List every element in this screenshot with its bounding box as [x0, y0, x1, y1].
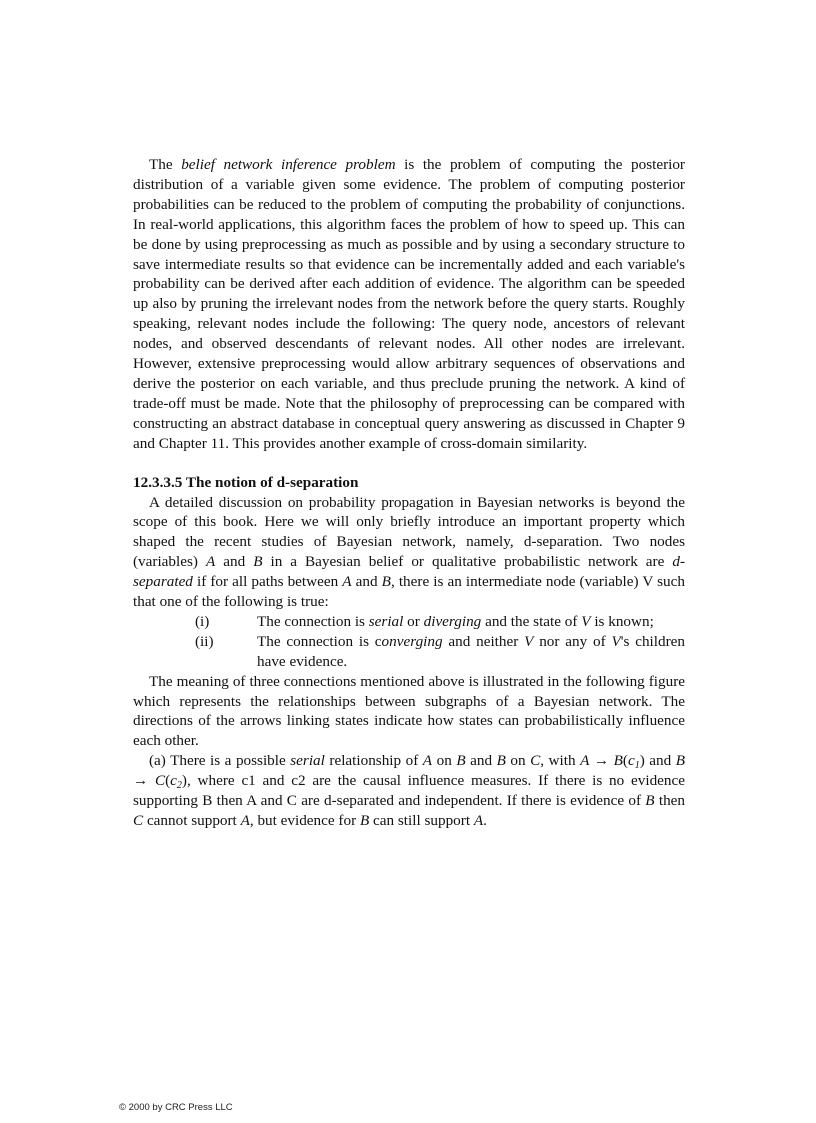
list-text	[257, 612, 685, 632]
variable: A	[580, 752, 590, 770]
text-run: and the state of	[481, 612, 582, 630]
text-run: and	[465, 752, 497, 770]
text-run: nor any of	[533, 632, 612, 650]
variable: B	[253, 553, 263, 571]
variable: B	[496, 752, 506, 770]
variable: V	[524, 632, 534, 650]
variable: V	[611, 632, 621, 650]
variable: B	[645, 792, 655, 810]
text-run: and	[215, 553, 254, 571]
italic-term: serial	[290, 752, 325, 770]
italic-term: onverging	[381, 632, 443, 650]
paragraph-serial-relationship	[133, 751, 685, 831]
italic-term: serial	[368, 612, 404, 630]
variable: C	[154, 772, 166, 790]
list-text	[257, 632, 685, 672]
text-run: 's children have evidence.	[257, 632, 685, 670]
text-run: , there is an intermediate node (variable) V such that one of the following is true:	[133, 573, 685, 611]
paragraph-connections-meaning: The meaning of three connections mentioned above is illustrated in the following figure which represents the relationships between subgraphs of a Bayesian network. The directions of the arrows linking states indicate how states can probabilistically influence each other.	[133, 672, 685, 750]
text-run: ) and	[639, 752, 676, 770]
text-run: in a Bayesian belief or qualitative probabilistic network are	[262, 553, 673, 571]
text-run: on	[505, 752, 531, 770]
variable: B	[613, 752, 623, 770]
variable: A	[473, 812, 484, 829]
text-run: cannot support	[143, 812, 241, 829]
variable: A	[422, 752, 433, 770]
list-number: (i)	[195, 612, 210, 630]
text-run: A detailed discussion on probability propagation in Bayesian networks is beyond the scope of this book. Here we will only briefly introduce an important property which shaped the recent studies of Bayesian network, namely, d-separation. Two nodes (variables)	[133, 493, 685, 571]
text-run: , with	[540, 752, 581, 770]
variable: B	[381, 573, 391, 591]
variable: B	[359, 812, 370, 829]
text-run: can still support	[369, 812, 474, 829]
variable: A	[342, 573, 352, 591]
variable: C	[530, 752, 541, 770]
text-run: relationship of	[324, 752, 423, 770]
text-run: .	[483, 812, 487, 829]
subscript: 1	[634, 760, 640, 772]
text-run: (a) There is a possible	[149, 752, 291, 770]
paragraph-gap	[133, 454, 685, 473]
variable: C	[133, 812, 144, 829]
text-run: The connection is c	[257, 632, 382, 650]
text-run: if for all paths between	[192, 573, 343, 591]
list-item	[133, 632, 685, 672]
text-run: and neither	[442, 632, 525, 650]
text-run: The connection is	[257, 612, 369, 630]
subscript: 2	[176, 780, 182, 792]
text-run: is the problem of computing the posterior distribution of a variable given some evidence. The problem of computing posterior probabilities can be reduced to the problem of computing the probability of conjunctions. In real-world applications, this algorithm faces the problem of how to speed up. This can be done by using preprocessing as much as possible and by using a secondary structure to save intermediate results so that evidence can be incrementally added and each variable's probability can be derived after each addition of evidence. The algorithm can be speeded up also by pruning the irrelevant nodes from the network before the query starts. Roughly speaking, relevant nodes include the following: The query node, ancestors of relevant nodes, and observed descendants of relevant nodes. All other nodes are irrelevant. However, extensive preprocessing would allow arbitrary sequences of observations and derive the posterior on each variable, and thus preclude pruning the network. A kind of trade-off must be made. Note that the philosophy of preprocessing can be compared with constructing an abstract database in conceptual query answering as discussed in Chapter 9 and Chapter 11. This provides another example of cross-domain similarity.	[133, 156, 685, 452]
text-run: or	[403, 612, 424, 630]
text-run: and	[351, 573, 382, 591]
arrow-symbol: →	[589, 752, 614, 770]
text-run: (	[622, 752, 628, 770]
variable: A	[240, 812, 250, 829]
list-number: (ii)	[195, 632, 214, 650]
paragraph-d-separation-intro	[133, 493, 685, 612]
text-run: then	[654, 792, 685, 810]
condition-list	[133, 612, 685, 672]
text-run: , but evidence for	[249, 812, 360, 829]
text-run: The	[149, 156, 182, 173]
page-body	[133, 155, 685, 831]
section-heading: 12.3.3.5 The notion of d-separation	[133, 473, 359, 491]
text-run: ), where c1 and c2 are the causal influence measures. If there is no evidence supporting B then A and C are d-separated and independent. If there is evidence of	[133, 772, 685, 810]
paragraph-belief-network-inference	[133, 155, 685, 454]
variable: B	[675, 752, 685, 770]
list-item	[133, 612, 685, 632]
variable: A	[205, 553, 216, 571]
variable: c	[170, 772, 177, 790]
variable: B	[456, 752, 466, 770]
text-run: on	[432, 752, 457, 770]
variable: V	[581, 612, 591, 630]
variable: c	[627, 752, 635, 770]
italic-term: d-separated	[133, 553, 686, 591]
italic-term: belief network inference problem	[181, 156, 396, 173]
italic-term: diverging	[423, 612, 482, 630]
text-run: is known;	[590, 612, 654, 630]
text-run: (	[165, 772, 171, 790]
copyright-footer: © 2000 by CRC Press LLC	[119, 1102, 233, 1113]
arrow-symbol: →	[133, 772, 155, 790]
